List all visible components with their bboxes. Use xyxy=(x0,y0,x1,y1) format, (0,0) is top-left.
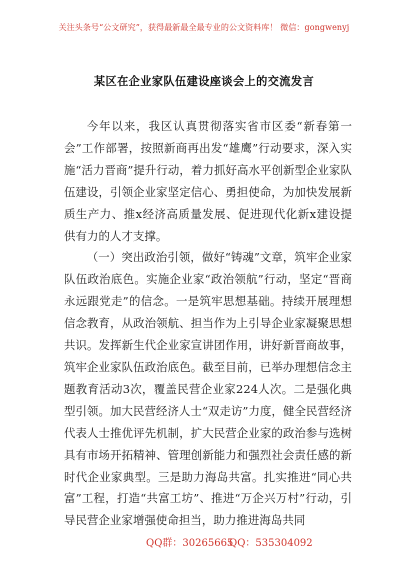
document-title: 某区在企业家队伍建设座谈会上的交流发言 xyxy=(93,74,315,88)
footer-qq-group: QQ群：30265665 xyxy=(146,538,234,549)
footer-qq-number: QQ：535304092 xyxy=(229,538,313,549)
paragraph-section-one: （一）突出政治引领，做好“铸魂”文章，筑牢企业家队伍政治底色。实施企业家“政治领航”行动，坚定“晋商永远跟党走”的信念。一是筑牢思想基础。持续开展理想信念教育，从政治领航、担当作为上引导企业家凝聚思想共识。发挥新生代企业家宣讲团作用，讲好新晋商故事，筑牢企业家队伍政治底色。截至目前，已举办理想信念主题教育活动3次，覆盖民营企业家224人次。二是强化典型引领。加大民营经济人士“双走访”力度，健全民营经济代表人士推优评先机制，扩大民营企业家的政治参与选树具有市场开拓精神、管理创新能力和强烈社会责任感的新时代企业家典型。三是助力海岛共富。扎实推进“同心共富”工程，打造“共富工坊”、推进“万企兴万村”行动，引导民营企业家增强使命担当，助力推进海岛共同 xyxy=(64,250,352,528)
document-body xyxy=(64,116,352,532)
header-banner: 关注头条号“公文研究”，获得最新最全最专业的公文资料库！ 微信：gongwenyj xyxy=(58,23,350,32)
paragraph-intro: 今年以来，我区认真贯彻落实省市区委“新春第一会”工作部署，按照新商再出发“雄鹰”行动要求，深入实施“活力晋商”提升行动，着力抓好高水平创新型企业家队伍建设，引领企业家坚定信心、勇担使命，为加快发展新质生产力、推x经济高质量发展、促进现代化新x建设提供有力的人才支撑。 xyxy=(64,119,352,243)
